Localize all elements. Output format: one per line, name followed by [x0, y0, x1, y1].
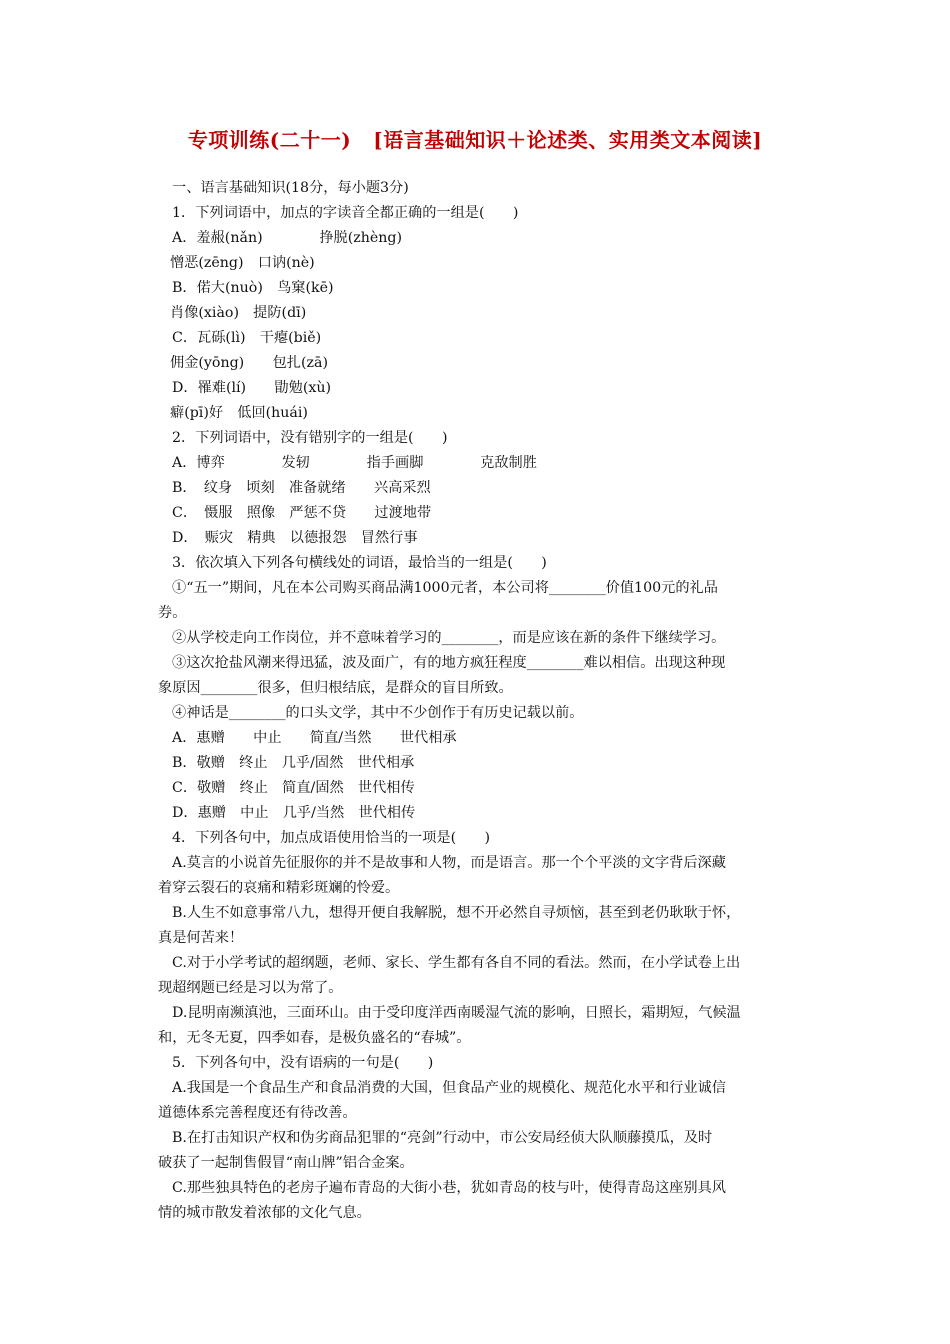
q4-option-c: C.对于小学考试的超纲题，老师、家长、学生都有各自不同的看法。然而，在小学试卷上出 — [172, 955, 741, 971]
question-3-stem: 3．依次填入下列各句横线处的词语，最恰当的一组是( ) — [172, 555, 547, 571]
q1-option-a: A．羞赧(nǎn) 挣脱(zhèng) — [172, 230, 403, 246]
document-body — [158, 176, 812, 1226]
q5-option-a: A.我国是一个食品生产和食品消费的大国，但食品产业的规模化、规范化水平和行业诚信 — [172, 1080, 726, 1096]
q1-option-d-cont: 癖(pī)好 低回(huái) — [170, 405, 308, 421]
q5-option-b: B.在打击知识产权和伪劣商品犯罪的“亮剑”行动中，市公安局经侦大队顺藤摸瓜，及时 — [172, 1130, 713, 1146]
q4-option-d: D.昆明南濒滇池，三面环山。由于受印度洋西南暖湿气流的影响，日照长，霜期短，气候温 — [172, 1005, 741, 1021]
q4-option-b: B.人生不如意事常八九，想得开便自我解脱，想不开必然自寻烦恼，甚至到老仍耿耿于怀， — [172, 905, 741, 921]
q2-option-b: B． 纹身 顷刻 准备就绪 兴高采烈 — [172, 480, 431, 496]
q1-option-b: B．偌大(nuò) 鸟窠(kē) — [172, 280, 334, 296]
q4-option-b-cont: 真是何苦来！ — [158, 930, 244, 946]
q1-option-c-cont: 佣金(yōng) 包扎(zā) — [170, 355, 328, 371]
title-subtitle: [语言基础知识＋论述类、实用类文本阅读] — [373, 128, 763, 152]
q3-sentence-1: ①“五一”期间，凡在本公司购买商品满1000元者，本公司将________价值100元的礼品 — [172, 580, 718, 596]
q3-sentence-4: ④神话是________的口头文学，其中不少创作于有历史记载以前。 — [172, 705, 584, 721]
q3-option-a: A．惠赠 中止 简直/当然 世代相承 — [172, 730, 457, 746]
q1-option-d: D．罹难(lí) 勖勉(xù) — [172, 380, 332, 396]
q2-option-a: A．博弈 发轫 指手画脚 克敌制胜 — [172, 455, 537, 471]
question-2-stem: 2．下列词语中，没有错别字的一组是( ) — [172, 430, 448, 446]
q3-option-c: C．敬赠 终止 简直/固然 世代相传 — [172, 780, 415, 796]
q1-option-c: C．瓦砾(lì) 干瘪(biě) — [172, 330, 322, 346]
page-title — [0, 124, 950, 153]
q4-option-d-cont: 和，无冬无夏，四季如春，是极负盛名的“春城”。 — [158, 1030, 471, 1046]
q5-option-c: C.那些独具特色的老房子遍布青岛的大街小巷，犹如青岛的枝与叶，使得青岛这座别具风 — [172, 1180, 726, 1196]
q4-option-a: A.莫言的小说首先征服你的并不是故事和人物，而是语言。那一个个平淡的文字背后深藏 — [172, 855, 726, 871]
q5-option-a-cont: 道德体系完善程度还有待改善。 — [158, 1105, 357, 1121]
q5-option-b-cont: 破获了一起制售假冒“南山牌”铝合金案。 — [158, 1155, 414, 1171]
q4-option-a-cont: 着穿云裂石的哀痛和精彩斑斓的怜爱。 — [158, 880, 400, 896]
q2-option-c: C． 慑服 照像 严惩不贷 过渡地带 — [172, 505, 432, 521]
q1-option-a-cont: 憎恶(zēng) 口讷(nè) — [170, 255, 315, 271]
q3-sentence-2: ②从学校走向工作岗位，并不意味着学习的________，而是应该在新的条件下继续学习。 — [172, 630, 726, 646]
q3-option-b: B．敬赠 终止 几乎/固然 世代相承 — [172, 755, 415, 771]
question-1-stem: 1．下列词语中，加点的字读音全都正确的一组是( ) — [172, 205, 519, 221]
q3-sentence-3: ③这次抢盐风潮来得迅猛，波及面广，有的地方疯狂程度________难以相信。出现这种现 — [172, 655, 726, 671]
q3-sentence-3-cont: 象原因________很多，但归根结底，是群众的盲目所致。 — [158, 680, 513, 696]
section-heading: 一、语言基础知识(18分，每小题3分) — [172, 180, 409, 196]
q3-sentence-1-cont: 券。 — [158, 605, 187, 621]
q4-option-c-cont: 现超纲题已经是习以为常了。 — [158, 980, 343, 996]
q2-option-d: D． 赈灾 精典 以德报怨 冒然行事 — [172, 530, 418, 546]
question-5-stem: 5．下列各句中，没有语病的一句是( ) — [172, 1055, 434, 1071]
question-4-stem: 4．下列各句中，加点成语使用恰当的一项是( ) — [172, 830, 491, 846]
q5-option-c-cont: 情的城市散发着浓郁的文化气息。 — [158, 1205, 371, 1221]
q3-option-d: D．惠赠 中止 几乎/当然 世代相传 — [172, 805, 416, 821]
title-main: 专项训练(二十一) — [187, 128, 352, 152]
q1-option-b-cont: 肖像(xiào) 提防(dī) — [170, 305, 307, 321]
